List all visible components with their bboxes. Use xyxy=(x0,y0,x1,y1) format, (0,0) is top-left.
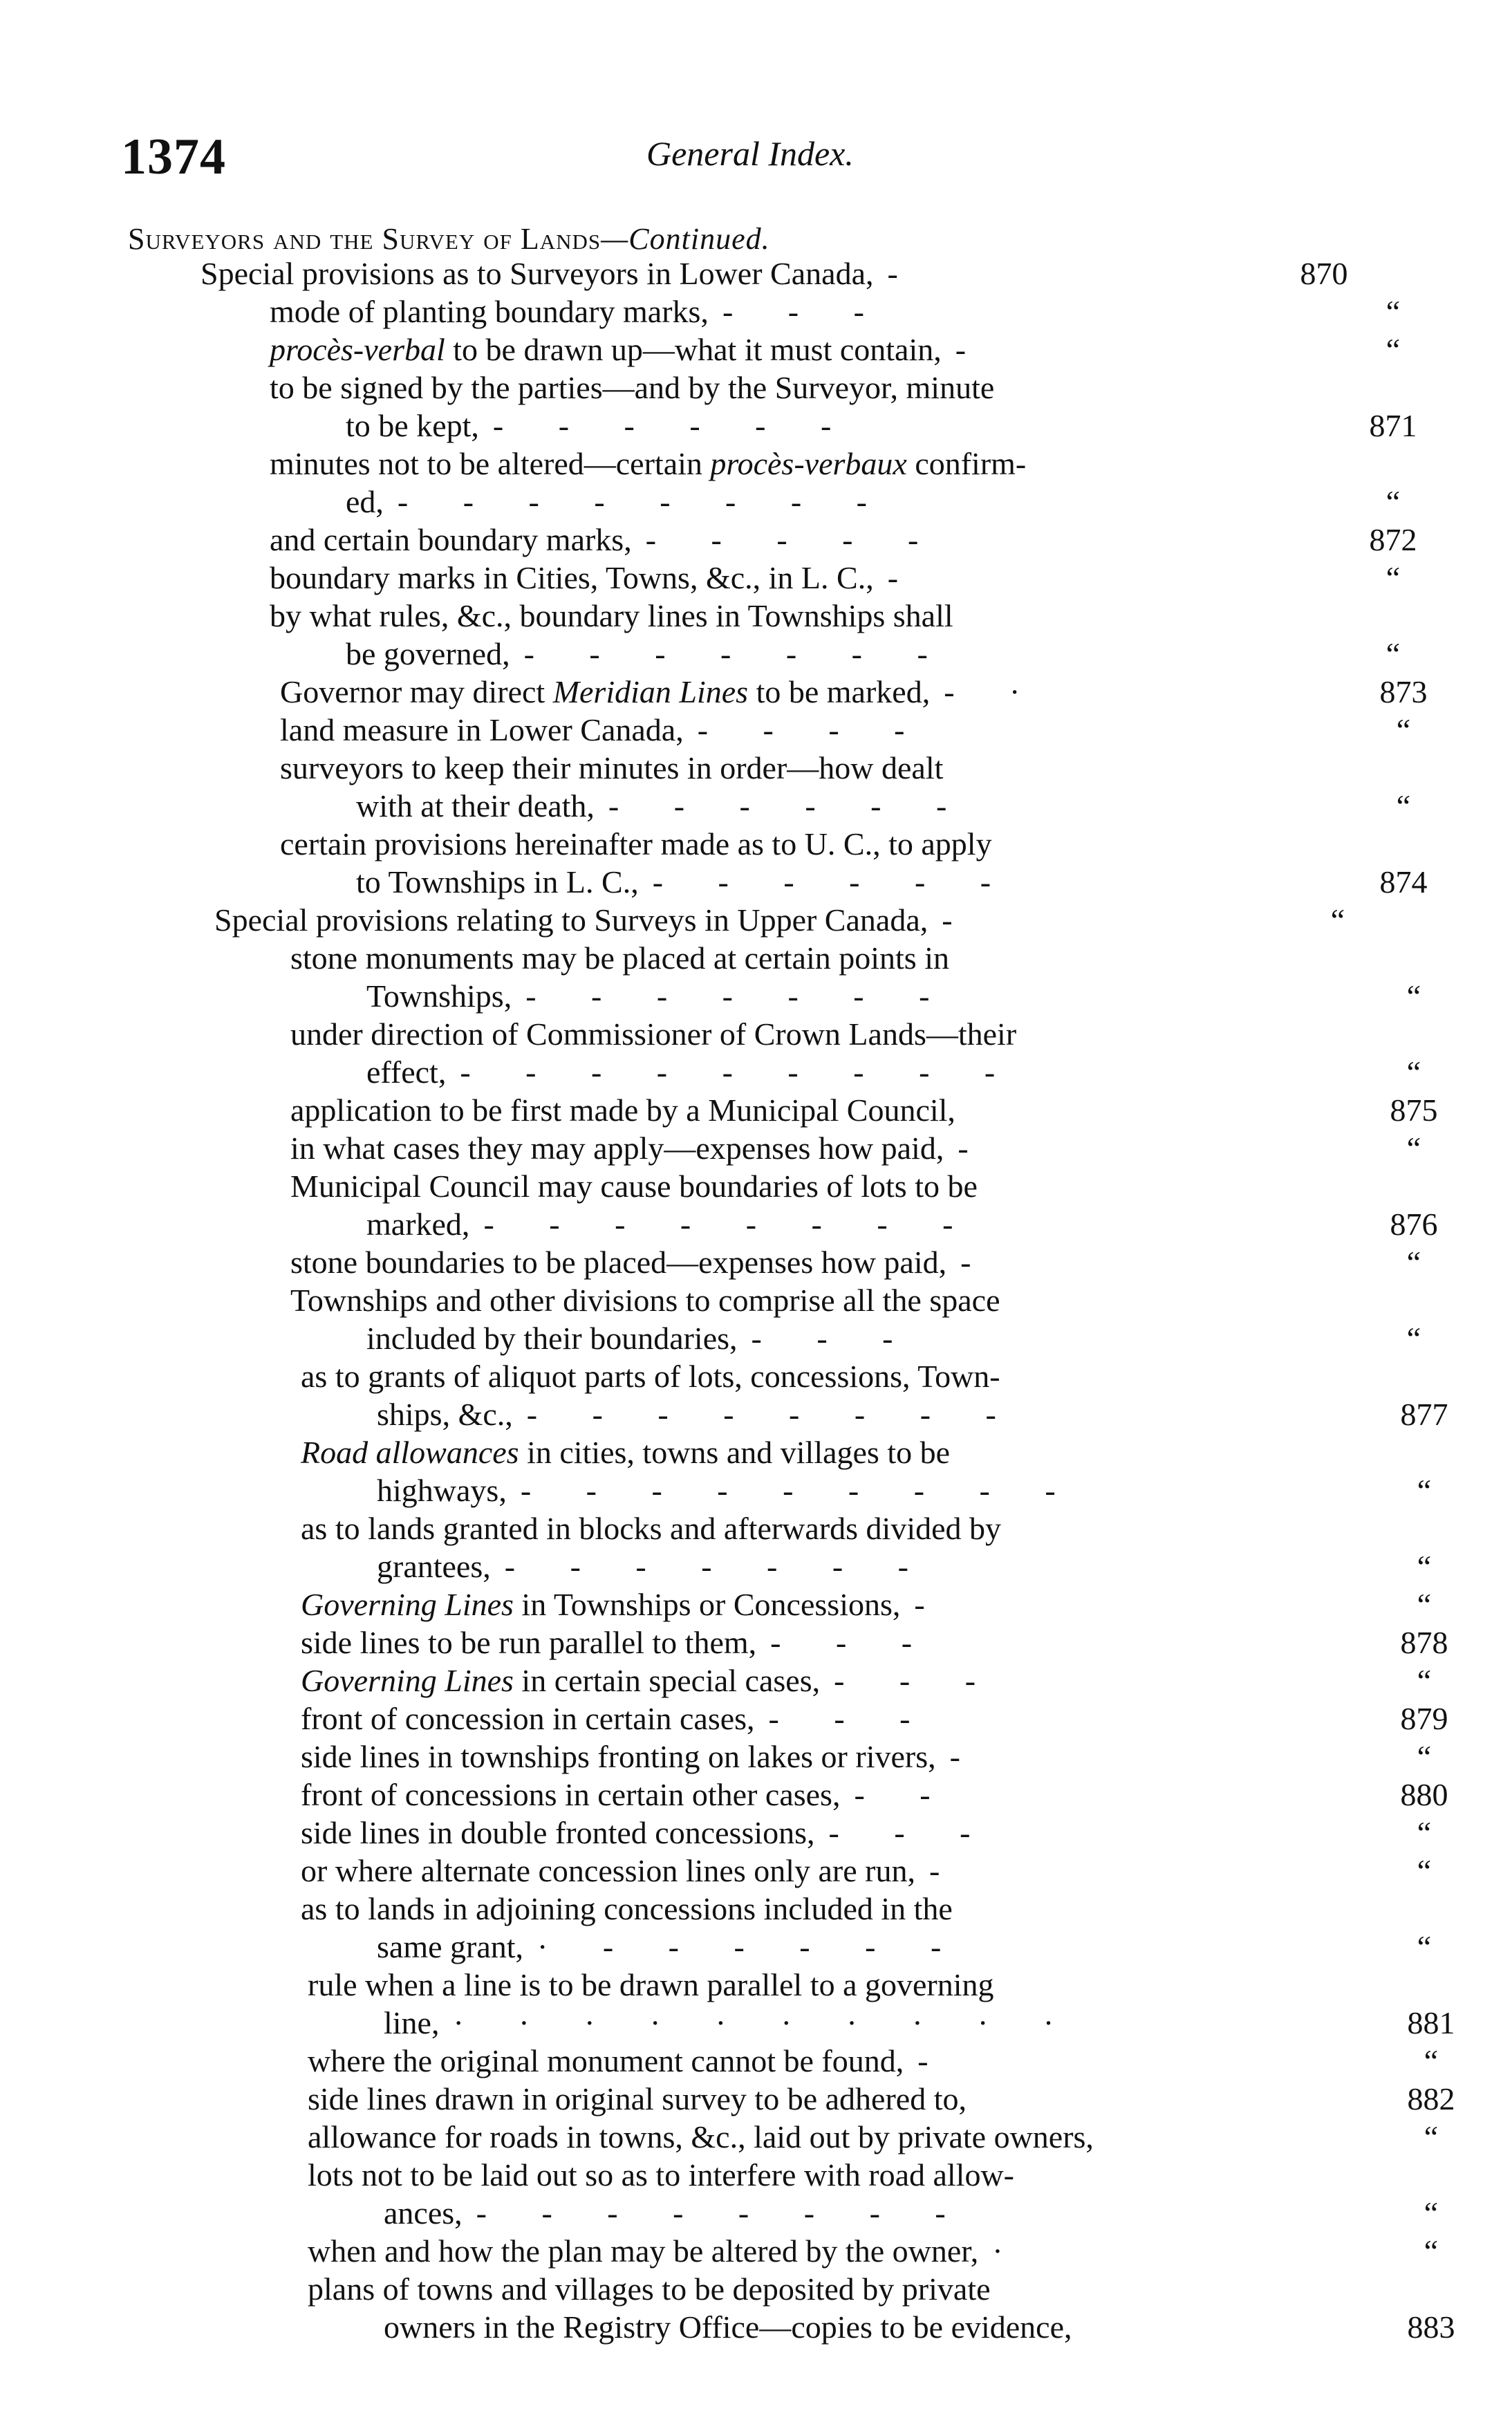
page-reference: 875 xyxy=(1390,1092,1438,1128)
page-reference: “ xyxy=(1385,294,1401,329)
index-entry: Road allowances in cities, towns and villages to be highways, - - - - - - - - - “ xyxy=(301,1433,1469,1509)
page-reference: 876 xyxy=(1390,1207,1438,1242)
index-entry: Special provisions relating to Surveys in Upper Canada, - “ xyxy=(214,901,1383,939)
index-entry: as to lands in adjoining concessions included in the same grant, · - - - - - - “ xyxy=(301,1890,1469,1966)
index-entry: procès-verbal to be drawn up—what it must contain, - “ xyxy=(270,331,1438,369)
index-entry: minutes not to be altered—certain procès-verbaux confirm- ed, - - - - - - - - “ xyxy=(270,445,1438,521)
page-reference: “ xyxy=(1417,1587,1432,1622)
page-reference: 871 xyxy=(1369,408,1417,443)
index-entry: as to lands granted in blocks and afterwards divided by grantees, - - - - - - - “ xyxy=(301,1509,1469,1585)
index-entry: stone monuments may be placed at certain points in Townships, - - - - - - - “ xyxy=(290,939,1459,1015)
page-reference: 879 xyxy=(1400,1701,1448,1736)
section-heading-continued: —Continued. xyxy=(601,222,770,256)
index-entry: boundary marks in Cities, Towns, &c., in L. C., - “ xyxy=(270,559,1438,597)
page-reference: “ xyxy=(1417,1663,1432,1698)
page-reference: 873 xyxy=(1379,674,1428,709)
page-reference: “ xyxy=(1330,902,1345,938)
index-entry: when and how the plan may be altered by the owner, · “ xyxy=(308,2232,1476,2270)
index-entry: stone boundaries to be placed—expenses how paid, - “ xyxy=(290,1243,1459,1281)
page-reference: 882 xyxy=(1407,2081,1455,2116)
running-title: General Index. xyxy=(646,134,854,173)
index-entry: Townships and other divisions to comprise all the space included by their boundaries, - - - “ xyxy=(290,1281,1459,1357)
index-entry: Municipal Council may cause boundaries of lots to be marked, - - - - - - - - 876 xyxy=(290,1167,1459,1243)
page-reference: “ xyxy=(1417,1739,1432,1774)
page-number: 1374 xyxy=(121,129,226,185)
index-entry: Special provisions as to Surveyors in Lower Canada, - 870 xyxy=(200,254,1369,292)
page-reference: 883 xyxy=(1407,2309,1455,2345)
page-reference: “ xyxy=(1417,1929,1432,1964)
index-entry: as to grants of aliquot parts of lots, concessions, Town- ships, &c., - - - - - - - - 877 xyxy=(301,1357,1469,1433)
page-reference: “ xyxy=(1417,1815,1432,1850)
page-reference: “ xyxy=(1385,636,1401,671)
page-reference: 870 xyxy=(1300,256,1348,291)
page-reference: “ xyxy=(1424,2195,1439,2231)
page-reference: 880 xyxy=(1400,1777,1448,1812)
index-entry: by what rules, &c., boundary lines in Townships shall be governed, - - - - - - - “ xyxy=(270,597,1438,673)
page-reference: 877 xyxy=(1400,1397,1448,1432)
page-reference: “ xyxy=(1417,1549,1432,1584)
index-entry: allowance for roads in towns, &c., laid out by private owners, “ xyxy=(308,2118,1476,2156)
index-entry: where the original monument cannot be found, - “ xyxy=(308,2042,1476,2080)
index-entry: to be signed by the parties—and by the Surveyor, minute to be kept, - - - - - - 871 xyxy=(270,369,1438,445)
index-entry: surveyors to keep their minutes in order—how dealt with at their death, - - - - - - “ xyxy=(280,749,1448,825)
index-entry: mode of planting boundary marks, - - - “ xyxy=(270,292,1438,331)
page-reference: “ xyxy=(1424,2043,1439,2078)
page-reference: “ xyxy=(1406,978,1421,1014)
index-entry: application to be first made by a Municipal Council, 875 xyxy=(290,1091,1459,1129)
page-reference: “ xyxy=(1424,2119,1439,2154)
page-reference: 874 xyxy=(1379,864,1428,900)
index-entry: Governor may direct Meridian Lines to be marked, - · 873 xyxy=(280,673,1448,711)
index-entry: side lines in townships fronting on lakes or rivers, - “ xyxy=(301,1738,1469,1776)
page-reference: “ xyxy=(1385,560,1401,595)
page-reference: “ xyxy=(1417,1473,1432,1508)
page-reference: “ xyxy=(1385,332,1401,367)
page-reference: “ xyxy=(1424,2233,1439,2269)
index-entry: rule when a line is to be drawn parallel to a governing line, · · · · · · · · · · 881 xyxy=(308,1966,1476,2042)
index-entry: front of concession in certain cases, - - - 879 xyxy=(301,1700,1469,1738)
page-reference: 878 xyxy=(1400,1625,1448,1660)
page-reference: “ xyxy=(1396,712,1411,747)
index-entry: Governing Lines in Townships or Concessions, - “ xyxy=(301,1585,1469,1623)
page-reference: 881 xyxy=(1407,2005,1455,2040)
index-entry: side lines in double fronted concessions, - - - “ xyxy=(301,1814,1469,1852)
page-reference: “ xyxy=(1406,1321,1421,1356)
page-reference: “ xyxy=(1396,788,1411,823)
index-entry: and certain boundary marks, - - - - - 872 xyxy=(270,521,1438,559)
index-entry: Governing Lines in certain special cases, - - - “ xyxy=(301,1661,1469,1700)
index-entry: in what cases they may apply—expenses how paid, - “ xyxy=(290,1129,1459,1167)
page-reference: “ xyxy=(1406,1054,1421,1090)
page-reference: “ xyxy=(1406,1130,1421,1166)
index-entry: side lines drawn in original survey to be adhered to, 882 xyxy=(308,2080,1476,2118)
index-entries xyxy=(0,254,1512,2346)
index-entry: plans of towns and villages to be deposited by private owners in the Registry Office—copies to be evidence, 883 xyxy=(308,2270,1476,2346)
index-entry: under direction of Commissioner of Crown Lands—their effect, - - - - - - - - - “ xyxy=(290,1015,1459,1091)
section-heading-title: Surveyors and the Survey of Lands xyxy=(128,222,601,256)
page-reference: “ xyxy=(1406,1245,1421,1280)
index-entry: or where alternate concession lines only are run, - “ xyxy=(301,1852,1469,1890)
index-entry: land measure in Lower Canada, - - - - “ xyxy=(280,711,1448,749)
page-header xyxy=(121,128,1296,211)
index-entry: certain provisions hereinafter made as to U. C., to apply to Townships in L. C., - - - - - - 874 xyxy=(280,825,1448,901)
index-entry: side lines to be run parallel to them, - - - 878 xyxy=(301,1623,1469,1661)
index-entry: front of concessions in certain other cases, - - 880 xyxy=(301,1776,1469,1814)
index-entry: lots not to be laid out so as to interfere with road allow- ances, - - - - - - - - “ xyxy=(308,2156,1476,2232)
page-reference: 872 xyxy=(1369,522,1417,557)
section-heading xyxy=(128,221,770,257)
page-reference: “ xyxy=(1385,484,1401,519)
page-reference: “ xyxy=(1417,1853,1432,1888)
